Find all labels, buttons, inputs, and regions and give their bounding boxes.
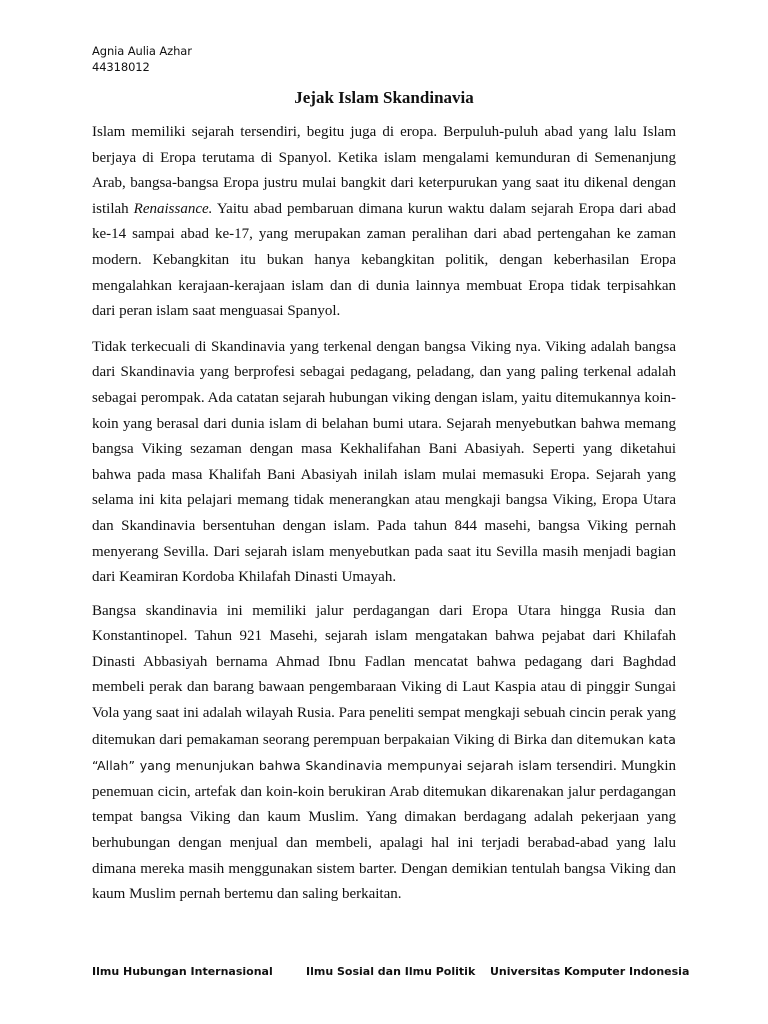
footer-faculty: Ilmu Sosial dan Ilmu Politik xyxy=(306,965,476,978)
paragraph-3 xyxy=(92,599,676,908)
footer-university: Universitas Komputer Indonesia xyxy=(490,965,690,978)
paragraph-1-text-a: Islam memiliki sejarah tersendiri, begitu juga di eropa. Berpuluh-puluh abad yang lalu Islam berjaya di Eropa terutama di Spanyol. Ketika islam mengalami kemunduran di Semenanjung Arab, bangsa-bangsa Eropa justru mulai bangkit dari keterpurukan yang saat itu dikenal dengan istilah xyxy=(92,124,676,217)
paragraph-3-text-a: Bangsa skandinavia ini memiliki jalur perdagangan dari Eropa Utara hingga Rusia dan Konstantinopel. Tahun 921 Masehi, sejarah islam mengatakan bahwa pejabat dari Khilafah Dinasti Abbasiyah bernama Ahmad Ibnu Fadlan mencatat bahwa pedagang dari Baghdad membeli perak dan barang bawaan pengembaraan Viking di Laut Kaspia atau di pinggir Sungai Vola yang saat ini adalah wilayah Rusia. Para peneliti sempat mengkaji sebuah cincin perak yang ditemukan dari pemakaman seorang perempuan berpakaian Viking di Birka dan xyxy=(92,602,676,748)
author-name: Agnia Aulia Azhar xyxy=(92,44,192,58)
renaissance-term: Renaissance. xyxy=(133,200,213,217)
footer-department: Ilmu Hubungan Internasional xyxy=(92,965,273,978)
author-info xyxy=(92,43,192,75)
paragraph-3-text-b: tersendiri. Mungkin penemuan cicin, artefak dan koin-koin berukiran Arab ditemukan dikarenakan jalur perdagangan tempat bangsa Viking dan kaum Muslim. Yang dimakan berdagang adalah pekerjaan yang berhubungan dengan menjual dan membeli, apalagi hal ini terjadi berabad-abad yang lalu dimana mereka masih menggunakan sistem barter. Dengan demikian tentulah bangsa Viking dan kaum Muslim pernah bertemu dan saling berkaitan. xyxy=(92,758,676,903)
paragraph-2: Tidak terkecuali di Skandinavia yang terkenal dengan bangsa Viking nya. Viking adalah bangsa dari Skandinavia yang berprofesi sebagai pedagang, peladang, dan yang paling terkenal adalah sebagai perompak. Ada catatan sejarah hubungan viking dengan islam, yaitu ditemukannya koin-koin yang berasal dari dunia islam di belahan bumi utara. Sejarah menyebutkan bahwa memang bangsa Viking sezaman dengan masa Kekhalifahan Bani Abasiyah. Seperti yang diketahui bahwa pada masa Khalifah Bani Abasiyah inilah islam mulai memasuki Eropa. Sejarah yang selama ini kita pelajari memang tidak menerangkan atau mengkaji bangsa Viking, Eropa Utara dan Skandinavia bersentuhan dengan islam. Pada tahun 844 masehi, bangsa Viking pernah menyerang Sevilla. Dari sejarah islam menyebutkan pada saat itu Sevilla masih menjadi bagian dari Keamiran Kordoba Khilafah Dinasti Umayah. xyxy=(92,338,676,586)
student-id: 44318012 xyxy=(92,60,150,74)
paragraph-1-text-b: Yaitu abad pembaruan dimana kurun waktu dalam sejarah Eropa dari abad ke-14 sampai abad ke-17, yang merupakan zaman peralihan dari abad pertengahan ke zaman modern. Kebangkitan itu bukan hanya kebangkitan politik, dengan keberhasilan Eropa mengalahkan kerajaan-kerajaan islam dan di dunia lainnya membuat Eropa tidak terpisahkan dari peran islam saat menguasai Spanyol. xyxy=(92,200,676,320)
paragraph-1 xyxy=(92,120,676,325)
document-body xyxy=(92,120,676,918)
paragraph-3-quote-line: ditemukan kata “Allah” yang menunjukan bahwa Skandinavia mempunyai sejarah islam xyxy=(92,731,677,774)
document-title: Jejak Islam Skandinavia xyxy=(294,88,474,107)
